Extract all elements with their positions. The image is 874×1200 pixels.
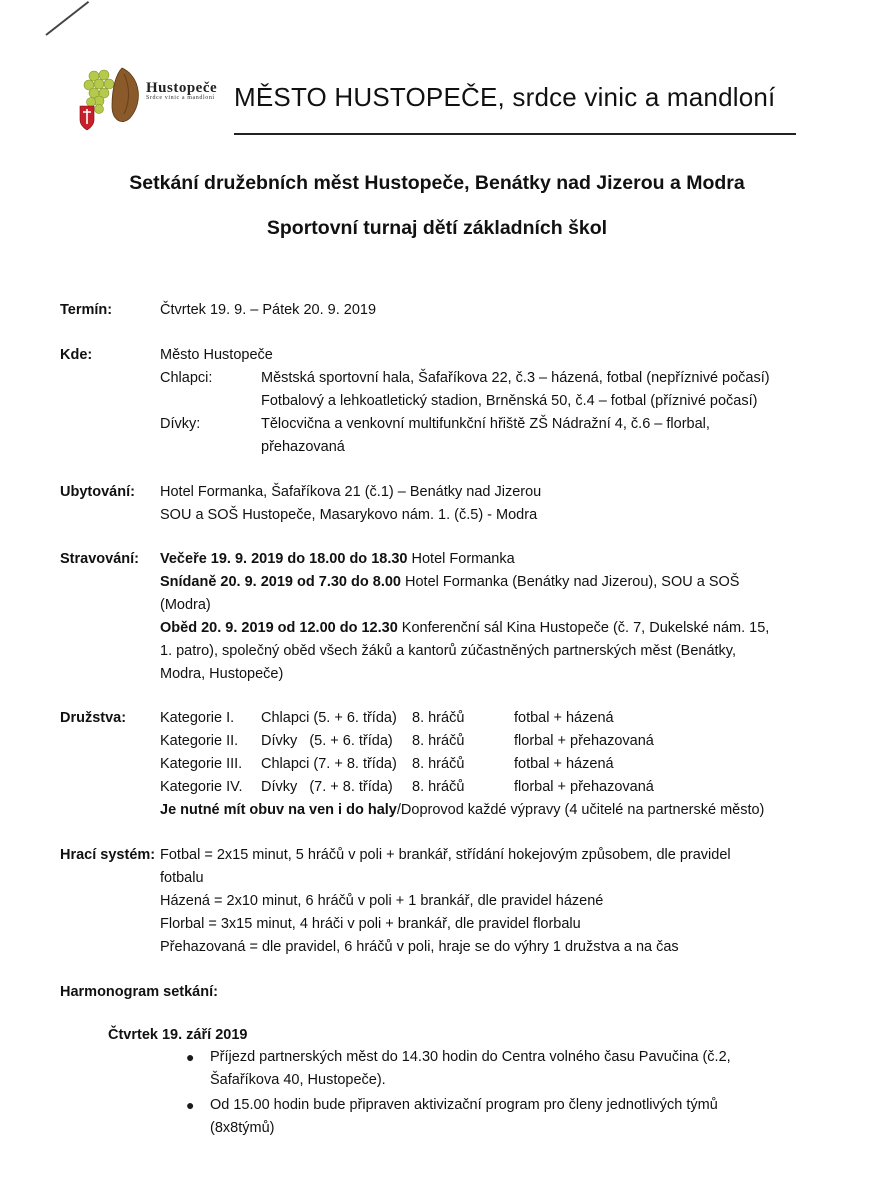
hustopece-logo [78,62,146,132]
druzstva-note [160,802,764,818]
sport-cell: fotbal + házená [514,710,614,726]
kde-divky-line2: přehazovaná [261,439,345,455]
harmonogram-item2-line1: Od 15.00 hodin bude připraven aktivizační program pro členy jednotlivých týmů [210,1097,718,1113]
florbal-rule: Florbal = 3x15 minut, 4 hráči v poli + brankář, dle pravidel florbalu [160,916,581,932]
brand-block [146,80,217,101]
harmonogram-label: Harmonogram setkání: [60,984,218,1000]
termin-label: Termín: [60,302,113,318]
sport-cell: florbal + přehazovaná [514,779,654,795]
snidane-place: Hotel Formanka (Benátky nad Jizerou), SOU a SOŠ [400,574,740,590]
obed-line2: 1. patro), společný oběd všech žáků a kantorů zúčastněných partnerských měst (Benátky, [160,643,736,659]
sport-cell: florbal + přehazovaná [514,733,654,749]
bullet-icon: ● [186,1049,195,1065]
vecere-time: Večeře 19. 9. 2019 do 18.00 do 18.30 [160,551,408,567]
skupina-cell: Dívky (5. + 6. třída) [261,733,393,749]
fotbal-line2: fotbalu [160,870,204,886]
sport-cell: fotbal + házená [514,756,614,772]
harmonogram-item2-line2: (8x8týmů) [210,1120,275,1136]
header-title: MĚSTO HUSTOPEČE, srdce vinic a mandloní [234,82,776,112]
termin-value: Čtvrtek 19. 9. – Pátek 20. 9. 2019 [160,302,377,318]
kde-chlapci-line1: Městská sportovní hala, Šafaříkova 22, č.3 – házená, fotbal (nepříznivé počasí) [261,370,770,386]
kde-label: Kde: [60,347,93,363]
druzstva-note-bold: Je nutné mít obuv na ven i do haly [160,802,397,818]
hraci-system-label: Hrací systém: [60,847,156,863]
ubytovani-line1: Hotel Formanka, Šafaříkova 21 (č.1) – Benátky nad Jizerou [160,484,542,500]
ubytovani-line2: SOU a SOŠ Hustopeče, Masarykovo nám. 1. (č.5) - Modra [160,507,538,523]
pen-mark [45,1,89,36]
hraci-cell: 8. hráčů [412,733,465,749]
hraci-cell: 8. hráčů [412,710,465,726]
stravovani-label: Stravování: [60,551,139,567]
kde-chlapci-line2: Fotbalový a lehkoatletický stadion, Brněnská 50, č.4 – fotbal (příznivé počasí) [261,393,758,409]
stravovani-snidane [160,574,739,590]
druzstva-label: Družstva: [60,710,127,726]
kategorie-cell: Kategorie III. [160,756,243,772]
harmonogram-item1-line1: Příjezd partnerských měst do 14.30 hodin do Centra volného času Pavučina (č.2, [210,1049,731,1065]
vecere-place: Hotel Formanka [407,551,515,567]
skupina-cell: Dívky (7. + 8. třída) [261,779,393,795]
ubytovani-label: Ubytování: [60,484,135,500]
event-subtitle: Sportovní turnaj dětí základních škol [266,217,608,239]
bullet-icon: ● [186,1097,195,1113]
stravovani-obed [160,620,769,636]
skupina-cell: Chlapci (7. + 8. třída) [261,756,397,772]
brand-name: Hustopeče [146,80,218,96]
kde-divky-label: Dívky: [160,416,201,432]
obed-line3: Modra, Hustopeče) [160,666,284,682]
event-title: Setkání družebních měst Hustopeče, Benátky nad Jizerou a Modra [129,172,745,194]
harmonogram-item1-line2: Šafaříkova 40, Hustopeče). [210,1072,386,1088]
obed-time: Oběd 20. 9. 2019 od 12.00 do 12.30 [160,620,398,636]
obed-place: Konferenční sál Kina Hustopeče (č. 7, Dukelské nám. 15, [397,620,770,636]
kde-chlapci-label: Chlapci: [160,370,213,386]
snidane-line2: (Modra) [160,597,211,613]
kategorie-cell: Kategorie IV. [160,779,243,795]
snidane-time: Snídaně 20. 9. 2019 od 7.30 do 8.00 [160,574,401,590]
druzstva-note-rest: /Doprovod každé výpravy (4 učitelé na partnerské město) [396,802,765,818]
kde-divky-line1: Tělocvična a venkovní multifunkční hřiště ZŠ Nádražní 4, č.6 – florbal, [261,416,710,432]
kde-place: Město Hustopeče [160,347,273,363]
kategorie-cell: Kategorie II. [160,733,239,749]
hazena-rule: Házená = 2x10 minut, 6 hráčů v poli + 1 brankář, dle pravidel házené [160,893,604,909]
brand-tagline: Srdce vinic a mandloní [146,95,215,101]
hraci-cell: 8. hráčů [412,756,465,772]
stravovani-vecere [160,551,515,567]
fotbal-line1: Fotbal = 2x15 minut, 5 hráčů v poli + brankář, střídání hokejovým způsobem, dle pravidel [160,847,731,863]
hraci-cell: 8. hráčů [412,779,465,795]
harmonogram-day: Čtvrtek 19. září 2019 [108,1027,248,1043]
prehazovana-rule: Přehazovaná = dle pravidel, 6 hráčů v poli, hraje se do výhry 1 družstva a na čas [160,939,679,955]
header-rule [234,133,796,135]
kategorie-cell: Kategorie I. [160,710,235,726]
skupina-cell: Chlapci (5. + 6. třída) [261,710,397,726]
